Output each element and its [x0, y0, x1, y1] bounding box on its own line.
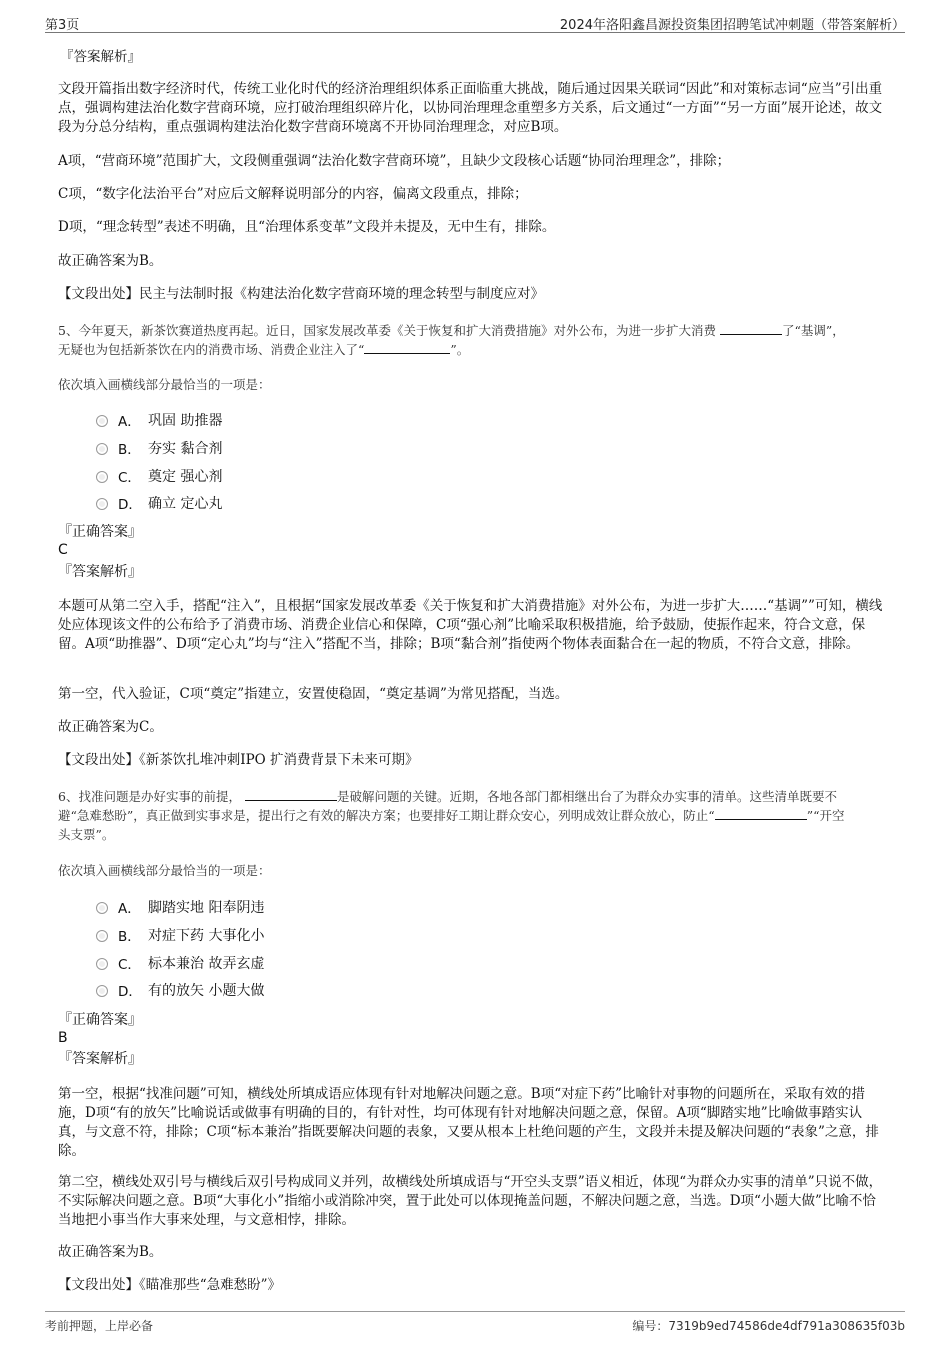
q5-source — [58, 751, 888, 770]
radio-icon[interactable] — [96, 902, 108, 914]
option-letter: D． — [118, 497, 142, 513]
q5-source-text: 《新茶饮扎堆冲刺IPO 扩消费背景下未来可期》 — [139, 752, 419, 768]
option-text: 标本兼治 故弄玄虚 — [148, 956, 265, 972]
q6-stem-part-3: 避“急难愁盼”，真正做到实事求是，提出行之有效的解决方案；也要排好工期让群众安心，列明成效让群众放心，防止“ — [58, 808, 715, 823]
option-letter: B． — [118, 929, 141, 945]
radio-icon[interactable] — [96, 930, 108, 942]
q5-answer-statement: 故正确答案为C。 — [58, 719, 163, 735]
option-letter: C． — [118, 957, 141, 973]
q6-stem-part-2: 是破解问题的关键。近期，各地各部门都相继出台了为群众办实事的清单。这些清单既要不 — [336, 789, 837, 804]
q4-source-label: 【文段出处】 — [58, 286, 139, 302]
option-text: 夯实 黏合剂 — [148, 441, 223, 457]
q6-blank-2 — [715, 807, 807, 820]
option-letter: A． — [118, 414, 141, 430]
q6-correct-answer: B — [58, 1030, 68, 1046]
q6-stem-part-4: ”“开空 — [806, 808, 845, 823]
option-letter: A． — [118, 901, 141, 917]
footer-slogan: 考前押题，上岸必备 — [45, 1319, 154, 1333]
page-number: 第3页 — [45, 18, 80, 33]
q6-blank-1 — [245, 788, 337, 801]
q5-analysis-paragraph-2: 第一空，代入验证，C项“奠定”指建立，安置使稳固，“奠定基调”为常见搭配，当选。 — [58, 686, 569, 702]
q4-answer-statement: 故正确答案为B。 — [58, 253, 163, 269]
q4-analysis-paragraph-3: C项，“数字化法治平台”对应后文解释说明部分的内容，偏离文段重点，排除； — [58, 186, 528, 202]
q6-source-text: 《瞄准那些“急难愁盼”》 — [139, 1277, 282, 1293]
q6-answer-statement: 故正确答案为B。 — [58, 1244, 163, 1260]
radio-icon[interactable] — [96, 415, 108, 427]
q6-stem-part-5: 头支票”。 — [58, 827, 115, 842]
q6-analysis-label: 『答案解析』 — [58, 1051, 142, 1067]
q6-analysis-paragraph-2: 第二空，横线处双引号与横线后双引号构成同义并列，故横线处所填成语与“开空头支票”语义相近，体现“为群众办实事的清单”只说不做，不实际解决问题之意。B项“大事化小”指缩小或消除冲突，置于此处可以体现掩盖问题，不解决问题之意，当选。D项“小题大做”比喻不恰当地把小事当作大事来处理，与文意相悖，排除。 — [58, 1174, 883, 1228]
q6-source — [58, 1276, 888, 1295]
q5-blank-1 — [720, 322, 782, 335]
q4-source-text: 民主与法制时报《构建法治化数字营商环境的理念转型与制度应对》 — [139, 286, 544, 302]
q6-source-label: 【文段出处】 — [58, 1277, 139, 1293]
page-footer — [45, 1311, 905, 1338]
q4-analysis-paragraph-1: 文段开篇指出数字经济时代，传统工业化时代的经济治理组织体系正面临重大挑战，随后通过因果关联词“因此”和对策标志词“应当”引出重点，强调构建法治化数字营商环境，应打破治理组织碎片化，以协同治理理念重塑多方关系，后文通过“一方面”“另一方面”展开论述，故文段为分总分结构，重点强调构建法治化数字营商环境离不开协同治理理念，对应B项。 — [58, 81, 883, 135]
q4-analysis-label: 『答案解析』 — [60, 49, 141, 65]
q6-prompt: 依次填入画横线部分最恰当的一项是： — [58, 863, 271, 878]
document-code: 编号：7319b9ed74586de4df791a308635f03b — [632, 1319, 905, 1333]
q4-source — [58, 285, 888, 304]
q4-analysis-paragraph-4: D项，“理念转型”表述不明确，且“治理体系变革”文段并未提及，无中生有，排除。 — [58, 219, 556, 235]
q5-correct-answer: C — [58, 542, 68, 558]
q5-stem-part-1: 5、今年夏天，新茶饮赛道热度再起。近日，国家发展改革委《关于恢复和扩大消费措施》对外公布，为进一步扩大消费 — [58, 323, 716, 338]
q4-analysis-paragraph-2: A项，“营商环境”范围扩大，文段侧重强调“法治化数字营商环境”，且缺少文段核心话题“协同治理理念”，排除； — [58, 153, 731, 169]
radio-icon[interactable] — [96, 498, 108, 510]
option-text: 对症下药 大事化小 — [148, 928, 265, 944]
q5-analysis-label: 『答案解析』 — [58, 564, 142, 580]
q5-blank-2 — [364, 341, 450, 354]
q6-correct-label: 『正确答案』 — [58, 1012, 142, 1028]
radio-icon[interactable] — [96, 443, 108, 455]
radio-icon[interactable] — [96, 471, 108, 483]
q5-stem-part-2: 了“基调”， — [781, 323, 845, 338]
q5-stem-part-3: 无疑也为包括新茶饮在内的消费市场、消费企业注入了“ — [58, 342, 365, 357]
q6-stem-part-1: 6、找准问题是办好实事的前提， — [58, 789, 241, 804]
q5-correct-label: 『正确答案』 — [58, 524, 142, 540]
q5-stem-part-4: ”。 — [450, 342, 470, 357]
option-letter: B． — [118, 442, 141, 458]
q6-analysis-paragraph-1: 第一空，根据“找准问题”可知，横线处所填成语应体现有针对地解决问题之意。B项“对症下药”比喻针对事物的问题所在，采取有效的措施，D项“有的放矢”比喻说话或做事有明确的目的，有针对性，均可体现有针对地解决问题之意，保留。A项“脚踏实地”比喻做事踏实认真，与文意不符，排除；C项“标本兼治”指既要解决问题的表象，又要从根本上杜绝问题的产生，文段并未提及解决问题的“表象”之意，排除。 — [58, 1086, 879, 1159]
q5-stem — [58, 321, 898, 359]
page-header — [45, 10, 905, 33]
radio-icon[interactable] — [96, 985, 108, 997]
q5-source-label: 【文段出处】 — [58, 752, 139, 768]
option-text: 奠定 强心剂 — [148, 469, 223, 485]
option-text: 有的放矢 小题大做 — [148, 983, 265, 999]
option-text: 脚踏实地 阳奉阴违 — [148, 900, 265, 916]
option-text: 巩固 助推器 — [148, 413, 223, 429]
option-letter: D． — [118, 984, 142, 1000]
document-title: 2024年洛阳鑫昌源投资集团招聘笔试冲刺题（带答案解析） — [559, 18, 905, 33]
option-letter: C． — [118, 470, 141, 486]
radio-icon[interactable] — [96, 958, 108, 970]
q5-analysis-paragraph-1: 本题可从第二空入手，搭配“注入”，且根据“国家发展改革委《关于恢复和扩大消费措施》对外公布，为进一步扩大……“基调””可知，横线处应体现该文件的公布给予了消费市场、消费企业信心和保障，C项“强心剂”比喻采取积极措施，给予鼓励，使振作起来，符合文意，保留。A项“助推器”、D项“定心丸”均与“注入”搭配不当，排除；B项“黏合剂”指使两个物体表面黏合在一起的物质，不符合文意，排除。 — [58, 598, 883, 652]
q6-stem — [58, 787, 898, 844]
option-text: 确立 定心丸 — [148, 496, 223, 512]
q5-prompt: 依次填入画横线部分最恰当的一项是： — [58, 377, 271, 392]
